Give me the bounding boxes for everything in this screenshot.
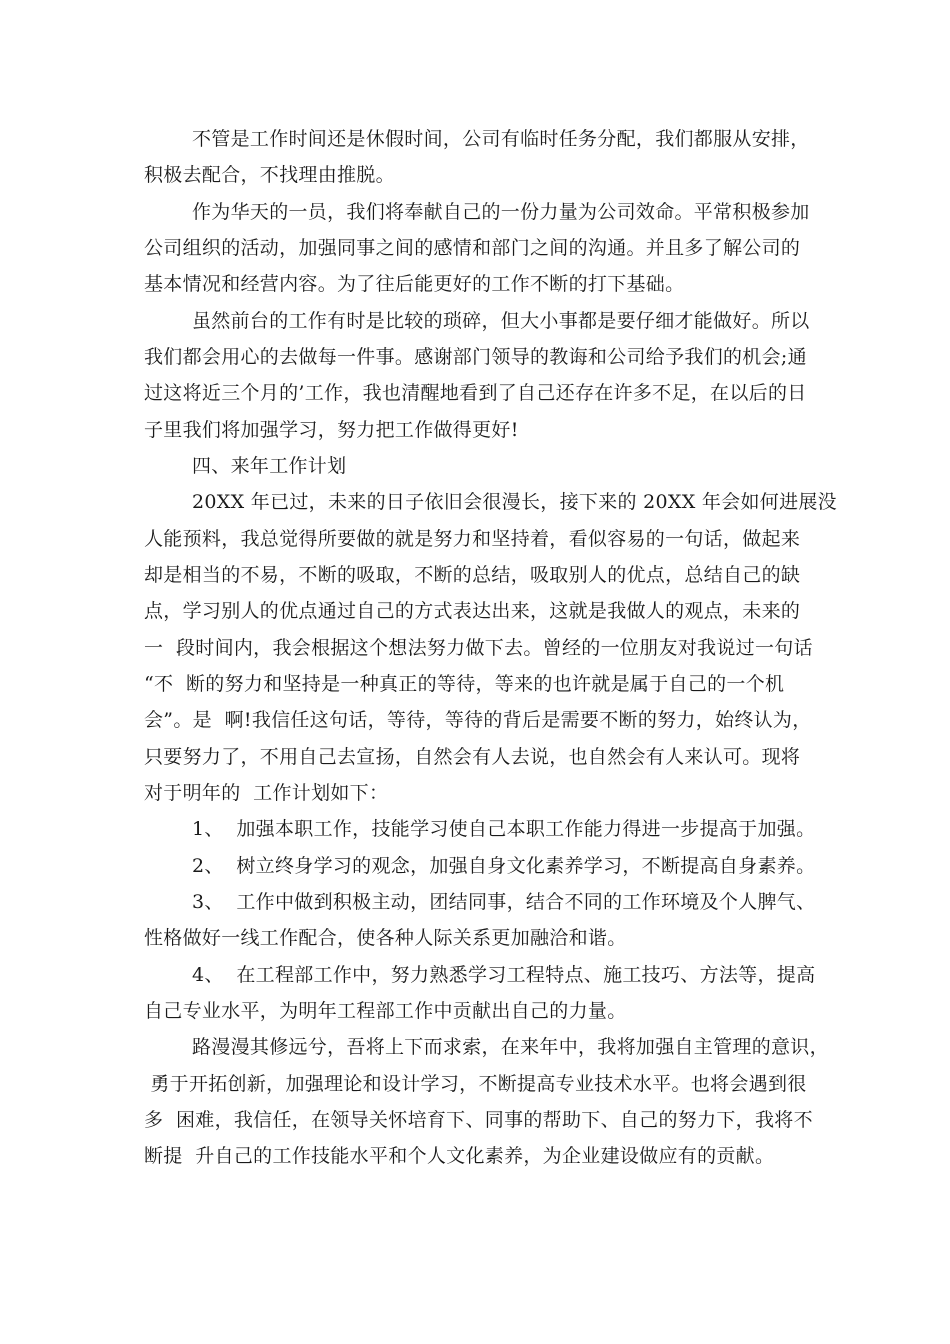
text-line: 公司组织的活动，加强同事之间的感情和部门之间的沟通。并且多了解公司的 <box>144 237 801 259</box>
text-line: 我们都会用心的去做每一件事。感谢部门领导的教诲和公司给予我们的机会;通 <box>144 346 807 368</box>
text-line: 对于明年的 工作计划如下： <box>144 782 389 804</box>
text-line: 会”。是 啊!我信任这句话，等待，等待的背后是需要不断的努力，始终认为， <box>144 709 812 731</box>
section-heading: 四、来年工作计划 <box>192 455 347 477</box>
text-line: 作为华天的一员，我们将奉献自己的一份力量为公司效命。平常积极参加 <box>192 201 810 223</box>
text-line: 一 段时间内，我会根据这个想法努力做下去。曾经的一位朋友对我说过一句话 <box>144 637 813 659</box>
text-line: 多 困难，我信任，在领导关怀培育下、同事的帮助下、自己的努力下，我将不 <box>144 1109 813 1131</box>
text-line: 点，学习别人的优点通过自己的方式表达出来，这就是我做人的观点，未来的 <box>144 600 801 622</box>
list-item: 1、 加强本职工作，技能学习使自己本职工作能力得进一步提高于加强。 <box>192 818 816 840</box>
text-line: 20XX 年已过，未来的日子依旧会很漫长，接下来的 20XX 年会如何进展没 <box>192 491 837 513</box>
text-line: 子里我们将加强学习，努力把工作做得更好! <box>144 419 519 441</box>
text-line: 却是相当的不易，不断的吸取，不断的总结，吸取别人的优点，总结自己的缺 <box>144 564 801 586</box>
text-line: 断提 升自己的工作技能水平和个人文化素养，为企业建设做应有的贡献。 <box>144 1145 775 1167</box>
list-item: 4、 在工程部工作中，努力熟悉学习工程特点、施工技巧、方法等，提高 <box>192 964 816 986</box>
text-line: 勇于开拓创新，加强理论和设计学习，不断提高专业技术水平。也将会遇到很 <box>144 1073 807 1095</box>
list-item: 2、 树立终身学习的观念，加强自身文化素养学习，不断提高自身素养。 <box>192 855 816 877</box>
text-line: 基本情况和经营内容。为了往后能更好的工作不断的打下基础。 <box>144 273 685 295</box>
text-line: 路漫漫其修远兮，吾将上下而求索，在来年中，我将加强自主管理的意识， <box>192 1036 829 1058</box>
text-line: 积极去配合，不找理由推脱。 <box>144 164 395 186</box>
text-line: 性格做好一线工作配合，使各种人际关系更加融洽和谐。 <box>144 927 627 949</box>
text-line: 虽然前台的工作有时是比较的琐碎，但大小事都是要仔细才能做好。所以 <box>192 310 810 332</box>
text-line: 人能预料，我总觉得所要做的就是努力和坚持着，看似容易的一句话，做起来 <box>144 528 801 550</box>
text-line: 过这将近三个月的’工作，我也清醒地看到了自己还存在许多不足，在以后的日 <box>144 382 807 404</box>
list-item: 3、 工作中做到积极主动，团结同事，结合不同的工作环境及个人脾气、 <box>192 891 816 913</box>
text-line: 自己专业水平，为明年工程部工作中贡献出自己的力量。 <box>144 1000 627 1022</box>
text-line: 只要努力了，不用自己去宣扬，自然会有人去说，也自然会有人来认可。现将 <box>144 746 801 768</box>
text-line: “不 断的努力和坚持是一种真正的等待，等来的也许就是属于自己的一个机 <box>144 673 785 695</box>
text-line: 不管是工作时间还是休假时间，公司有临时任务分配，我们都服从安排， <box>192 128 810 150</box>
